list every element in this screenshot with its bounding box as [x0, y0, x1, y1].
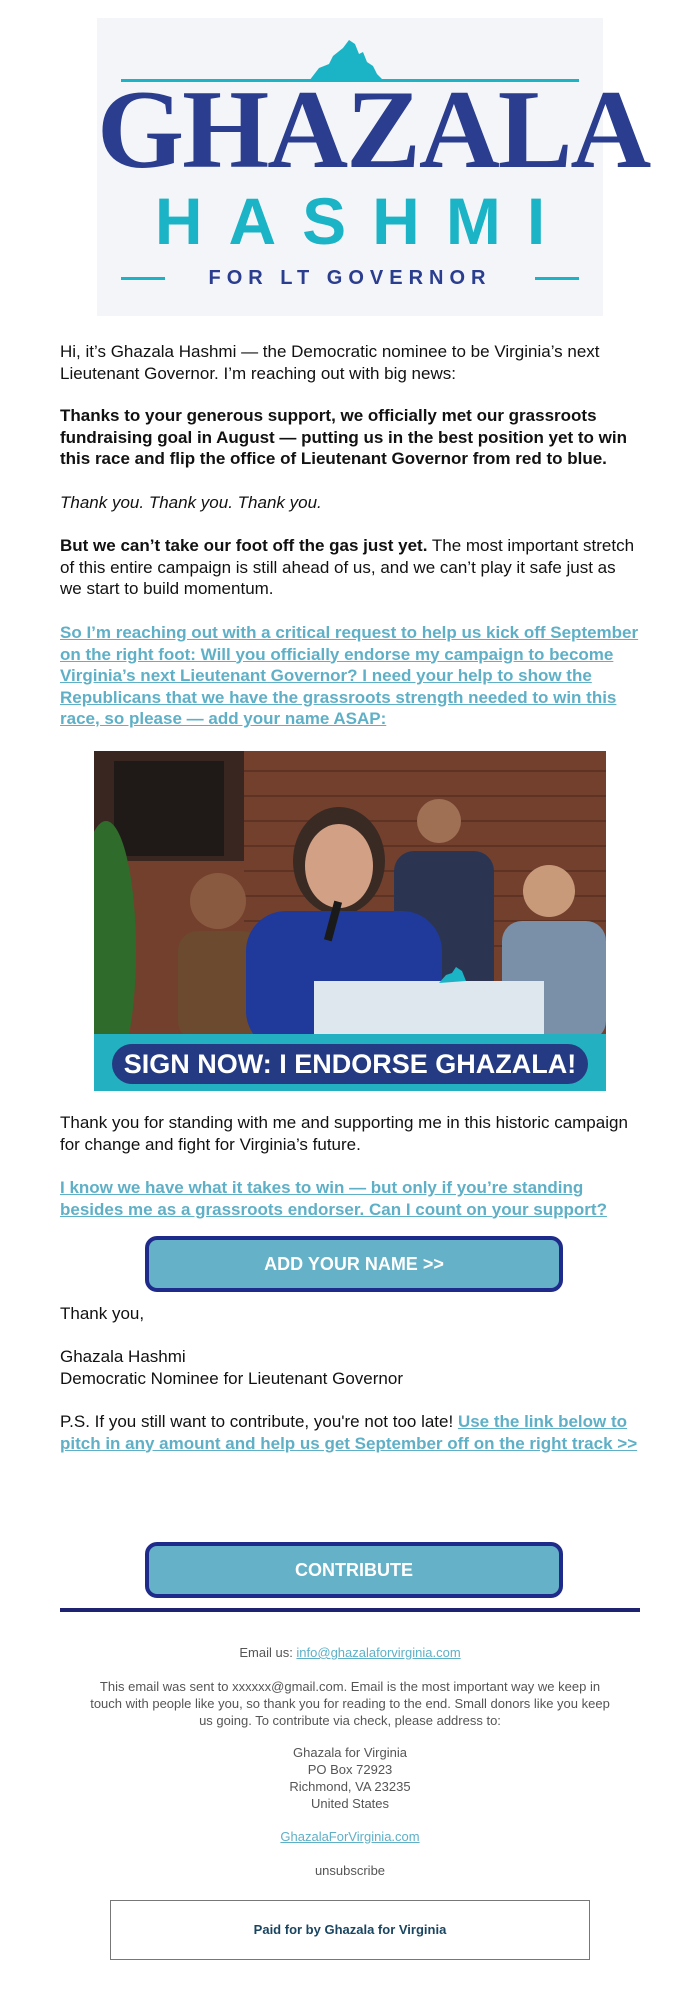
address-line: United States	[310, 1796, 390, 1811]
intro-text: Hi, it’s Ghazala Hashmi — the Democratic nominee to be Virginia’s next Lieutenant Governor. I’m reaching out with big news:	[60, 342, 600, 383]
logo-subtitle: FOR LT GOVERNOR	[208, 267, 492, 289]
website-link[interactable]: GhazalaForVirginia.com	[280, 1829, 420, 1844]
paid-for-disclaimer: Paid for by Ghazala for Virginia	[110, 1900, 590, 1960]
gas-rest-text: The most important stretch of this entire campaign is still ahead of us, and we can’t play it safe just as we start to build momentum.	[60, 536, 635, 598]
footer-website	[60, 1828, 640, 1845]
sign-now-label[interactable]: SIGN NOW: I ENDORSE GHAZALA!	[112, 1044, 588, 1084]
standing-paragraph	[60, 1112, 640, 1155]
email-label: Email us:	[239, 1645, 297, 1660]
thanks-text: Thank you. Thank you. Thank you.	[60, 493, 322, 512]
logo-first-name: GHAZALA	[97, 68, 650, 192]
gas-bold-text: But we can’t take our foot off the gas just yet.	[60, 536, 428, 555]
email-link[interactable]: info@ghazalaforvirginia.com	[296, 1645, 461, 1660]
count-paragraph	[60, 1177, 640, 1220]
goal-text: Thanks to your generous support, we officially met our grassroots fundraising goal in August — putting us in the best position yet to win this race and flip the office of Lieutenant Governor from red to blue.	[60, 406, 627, 468]
footer-divider	[60, 1608, 640, 1612]
signature-block	[60, 1346, 640, 1389]
footer-email-line	[60, 1644, 640, 1661]
signoff-paragraph	[60, 1303, 640, 1325]
support-request-link[interactable]: I know we have what it takes to win — but only if you’re standing besides me as a grassroots endorser. Can I count on your support?	[60, 1178, 607, 1219]
thanks-paragraph	[60, 492, 640, 514]
hero-banner	[94, 1034, 606, 1091]
footer-notice: This email was sent to xxxxxx@gmail.com. Email is the most important way we keep in touch with people like you, so thank you for reading to the end. Small donors like you keep us going. To contribute via check, please address to:	[90, 1679, 610, 1728]
contribute-button[interactable]: CONTRIBUTE	[145, 1542, 563, 1598]
ps-paragraph	[60, 1411, 640, 1454]
signature-title: Democratic Nominee for Lieutenant Governor	[60, 1368, 403, 1388]
address-line: Richmond, VA 23235	[289, 1779, 411, 1794]
address-line: PO Box 72923	[307, 1762, 393, 1777]
intro-paragraph	[60, 341, 640, 384]
standing-text: Thank you for standing with me and supporting me in this historic campaign for change and fight for Virginia’s future.	[60, 1113, 628, 1154]
goal-paragraph	[60, 405, 640, 470]
add-your-name-button[interactable]: ADD YOUR NAME >>	[145, 1236, 563, 1292]
endorse-request-link[interactable]: So I’m reaching out with a critical request to help us kick off September on the right foot: Will you officially endorse my campaign to become Virginia’s next Lieutenant Governor? I need your help to show the Republicans that we have the grassroots strength needed to win this race, so please — add your name ASAP:	[60, 623, 639, 728]
endorse-hero-image[interactable]	[94, 751, 606, 1091]
logo-last-name: HASHMI	[154, 184, 572, 258]
contribute-link[interactable]: Use the link below to pitch in any amount and help us get September off on the right track >>	[60, 1412, 638, 1453]
signoff-text: Thank you,	[60, 1304, 145, 1323]
signature-name: Ghazala Hashmi	[60, 1347, 186, 1366]
gas-paragraph	[60, 535, 640, 600]
footer-address	[60, 1744, 640, 1812]
campaign-logo	[97, 18, 650, 316]
address-line: Ghazala for Virginia	[293, 1745, 407, 1760]
request-paragraph	[60, 622, 640, 730]
ps-text: P.S. If you still want to contribute, you're not too late!	[60, 1412, 458, 1431]
unsubscribe-link[interactable]: unsubscribe	[314, 1863, 386, 1878]
footer-unsubscribe	[60, 1862, 640, 1879]
